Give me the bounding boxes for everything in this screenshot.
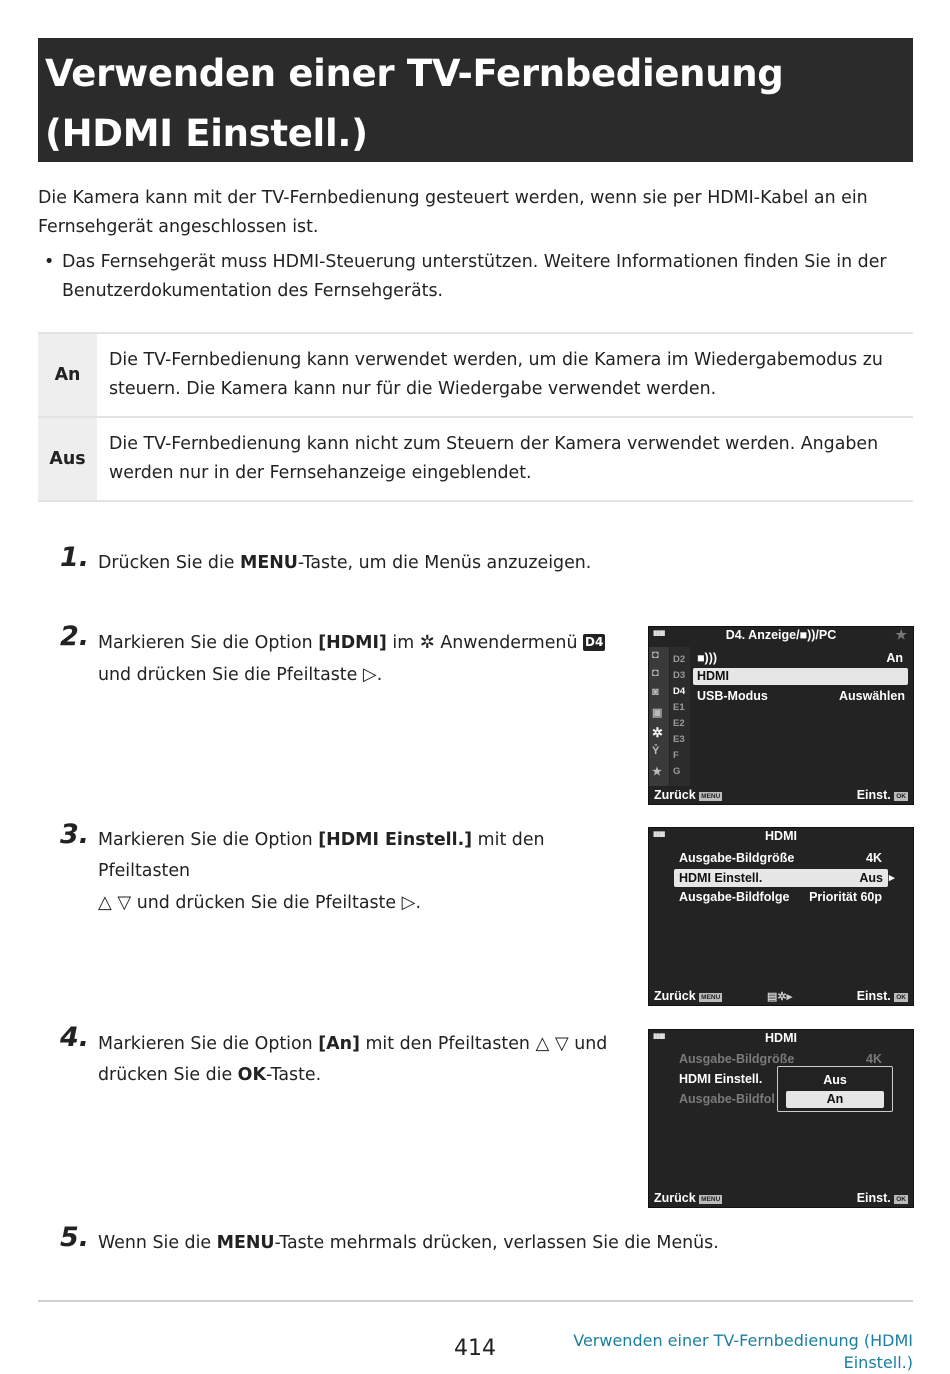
page-number: 414	[454, 1336, 496, 1361]
menu-button-icon: MENU	[701, 994, 721, 1001]
step-text-part: und	[568, 1034, 608, 1054]
set-label: Einst.	[856, 989, 891, 1003]
menu-row-label: HDMI	[697, 669, 729, 683]
menu-row-label: HDMI Einstell.	[679, 871, 763, 885]
step-text-part: Anwendermenü	[434, 633, 583, 653]
subtab-e1: E1	[673, 702, 685, 713]
screen-title: HDMI	[765, 1031, 797, 1045]
menu-row	[679, 1052, 884, 1066]
camera-screen-custom-menu	[648, 626, 914, 805]
ok-button-icon: OK	[896, 793, 906, 800]
step-text-part: .	[376, 665, 383, 685]
step-text-part: -Taste, um die Menüs anzuzeigen.	[297, 553, 592, 573]
step-text-part: und drücken Sie die Pfeiltaste	[98, 665, 363, 685]
menu-row-label: Ausgabe-Bildgröße	[679, 1052, 795, 1066]
gear-icon: ✲	[419, 632, 435, 653]
title-bar	[38, 38, 913, 162]
step-text	[98, 825, 638, 919]
menu-row-value: Priorität 60p	[809, 890, 882, 904]
menu-row-label: Ausgabe-Bildgröße	[679, 851, 795, 865]
camera-screen-hdmi-popup	[648, 1029, 914, 1208]
step-text	[98, 627, 638, 691]
menu-row	[679, 1072, 779, 1086]
camera-screen-hdmi	[648, 827, 914, 1006]
step-text	[98, 548, 918, 579]
bullet-text: Das Fernsehgerät muss HDMI-Steuerung unterstützen. Weitere Informationen finden Sie in der Benutzerdokumentation des Fernsehgeräts.	[62, 252, 887, 301]
menu-row	[679, 851, 884, 865]
intro-paragraph: Die Kamera kann mit der TV-Fernbedienung gesteuert werden, wenn sie per HDMI-Kabel an ein Fernsehgerät angeschlossen ist.	[38, 188, 868, 237]
menu-row-label: USB-Modus	[697, 689, 768, 703]
menu-button-icon: MENU	[701, 1196, 721, 1203]
option-name: [HDMI]	[318, 633, 387, 653]
menu-row-value: Auswählen	[839, 689, 905, 703]
shooting-menu-2-icon: ◘	[652, 667, 659, 679]
option-name: [HDMI Einstell.]	[318, 830, 473, 850]
options-table	[38, 332, 913, 502]
arrow-right-icon: ▷	[401, 892, 416, 913]
arrow-up-icon: △	[535, 1033, 550, 1054]
screen-title: D4. Anzeige/■))/PC	[725, 628, 837, 642]
menu-row-value: 4K	[866, 1052, 882, 1066]
screen-title: HDMI	[765, 829, 797, 843]
step-text-part: Markieren Sie die Option	[98, 1034, 319, 1054]
popup-option-an: An	[786, 1091, 884, 1108]
step-text-part: und drücken Sie die Pfeiltaste	[131, 893, 402, 913]
footer-divider	[38, 1300, 913, 1302]
chevron-right-icon: ▸	[889, 872, 895, 884]
option-name: [An]	[318, 1034, 360, 1054]
step-number: 4.	[60, 1022, 90, 1053]
menu-key-label: MENU	[216, 1233, 275, 1253]
back-hint	[654, 788, 722, 802]
step-text-part: mit den Pfeiltasten	[98, 830, 545, 881]
shooting-menu-1-icon: ◘	[652, 649, 659, 661]
arrow-down-icon: ▽	[554, 1033, 569, 1054]
menu-row-value: Aus	[859, 871, 883, 885]
step-number: 3.	[60, 819, 90, 850]
set-label: Einst.	[856, 788, 891, 802]
page-title: Verwenden einer TV-Fernbedienung (HDMI Einstell.)	[45, 52, 784, 155]
option-key: Aus	[38, 417, 97, 501]
menu-row-label: Ausgabe-Bildfol	[679, 1092, 775, 1106]
menu-row	[697, 689, 907, 703]
star-icon: ★	[895, 627, 907, 642]
subtab-f: F	[673, 750, 679, 761]
option-popup	[777, 1066, 893, 1112]
step-text-part: Wenn Sie die	[98, 1233, 217, 1253]
set-hint	[857, 1191, 908, 1205]
menu-row	[679, 1092, 779, 1106]
subtab-d2: D2	[673, 654, 686, 665]
step-number: 2.	[60, 621, 90, 652]
step-number: 1.	[60, 542, 90, 573]
back-hint	[654, 989, 722, 1003]
step-text-part: -Taste mehrmals drücken, verlassen Sie die Menüs.	[274, 1233, 719, 1253]
ok-key-label: OK	[237, 1065, 266, 1085]
ok-button-icon: OK	[896, 994, 906, 1001]
arrow-down-icon: ▽	[117, 892, 132, 913]
subtab-e2: E2	[673, 718, 685, 729]
set-hint	[857, 788, 908, 802]
submenu-tab-column	[670, 647, 690, 786]
subtab-e3: E3	[673, 734, 685, 745]
set-label: Einst.	[856, 1191, 891, 1205]
option-desc: Die TV-Fernbedienung kann nicht zum Steuern der Kamera verwendet werden. Angaben werden nur in der Fernsehanzeige eingeblendet.	[109, 434, 879, 483]
battery-icon: ▮▮▮▮	[653, 630, 665, 637]
step-text-part: Markieren Sie die Option	[98, 830, 319, 850]
wrench-icon: Ỷ	[652, 745, 660, 757]
menu-row	[679, 890, 884, 904]
d4-badge-icon: D4	[585, 635, 604, 649]
section-link[interactable]: Verwenden einer TV-Fernbedienung (HDMI Einstell.)	[573, 1331, 913, 1372]
option-key: An	[38, 333, 97, 417]
video-menu-icon: ◙	[652, 686, 659, 698]
menu-row-value: 4K	[866, 851, 882, 865]
table-row	[38, 417, 913, 501]
menu-row-selected	[674, 869, 888, 887]
arrow-right-icon: ▷	[362, 664, 377, 685]
settings-icon: ▤✲▸	[767, 991, 793, 1003]
step-text-part: -Taste.	[265, 1065, 322, 1085]
step-text-part: .	[415, 893, 421, 913]
step-text	[98, 1028, 638, 1091]
gear-icon: ✲	[652, 725, 663, 740]
menu-row	[697, 651, 907, 665]
menu-row-selected	[693, 668, 908, 685]
menu-row-label: ■)))	[697, 651, 718, 665]
battery-icon: ▮▮▮▮	[653, 1033, 665, 1040]
option-desc: Die TV-Fernbedienung kann verwendet werden, um die Kamera im Wiedergabemodus zu steuern. Die Kamera kann nur für die Wiedergabe verwendet werden.	[109, 350, 883, 399]
back-label: Zurück	[654, 788, 696, 802]
ok-button-icon: OK	[896, 1196, 906, 1203]
step-text-part: im	[386, 633, 420, 653]
step-number: 5.	[60, 1222, 90, 1253]
back-label: Zurück	[654, 989, 696, 1003]
bullet-dot: •	[44, 252, 55, 272]
menu-button-icon: MENU	[701, 793, 721, 800]
bullet-item	[38, 248, 913, 306]
menu-row-label: Ausgabe-Bildfolge	[679, 890, 790, 904]
menu-tab-column	[649, 647, 669, 786]
step-text-part: Markieren Sie die Option	[98, 633, 319, 653]
back-hint	[654, 1191, 722, 1205]
step-text-part: drücken Sie die	[98, 1065, 238, 1085]
table-row	[38, 333, 913, 417]
subtab-d4: D4	[673, 686, 686, 697]
step-text-part: Drücken Sie die	[98, 553, 241, 573]
back-label: Zurück	[654, 1191, 696, 1205]
step-text-part: mit den Pfeiltasten	[359, 1034, 536, 1054]
subtab-d3: D3	[673, 670, 686, 681]
set-hint	[857, 989, 908, 1003]
playback-menu-icon: ▣	[652, 707, 663, 719]
popup-option-aus: Aus	[823, 1073, 847, 1087]
menu-key-label: MENU	[240, 553, 298, 573]
star-icon: ★	[652, 766, 662, 778]
battery-icon: ▮▮▮▮	[653, 831, 665, 838]
subtab-g: G	[673, 766, 681, 777]
step-text	[98, 1228, 918, 1259]
arrow-up-icon: △	[98, 892, 112, 913]
menu-row-value: An	[886, 651, 903, 665]
menu-row-label: HDMI Einstell.	[679, 1072, 763, 1086]
